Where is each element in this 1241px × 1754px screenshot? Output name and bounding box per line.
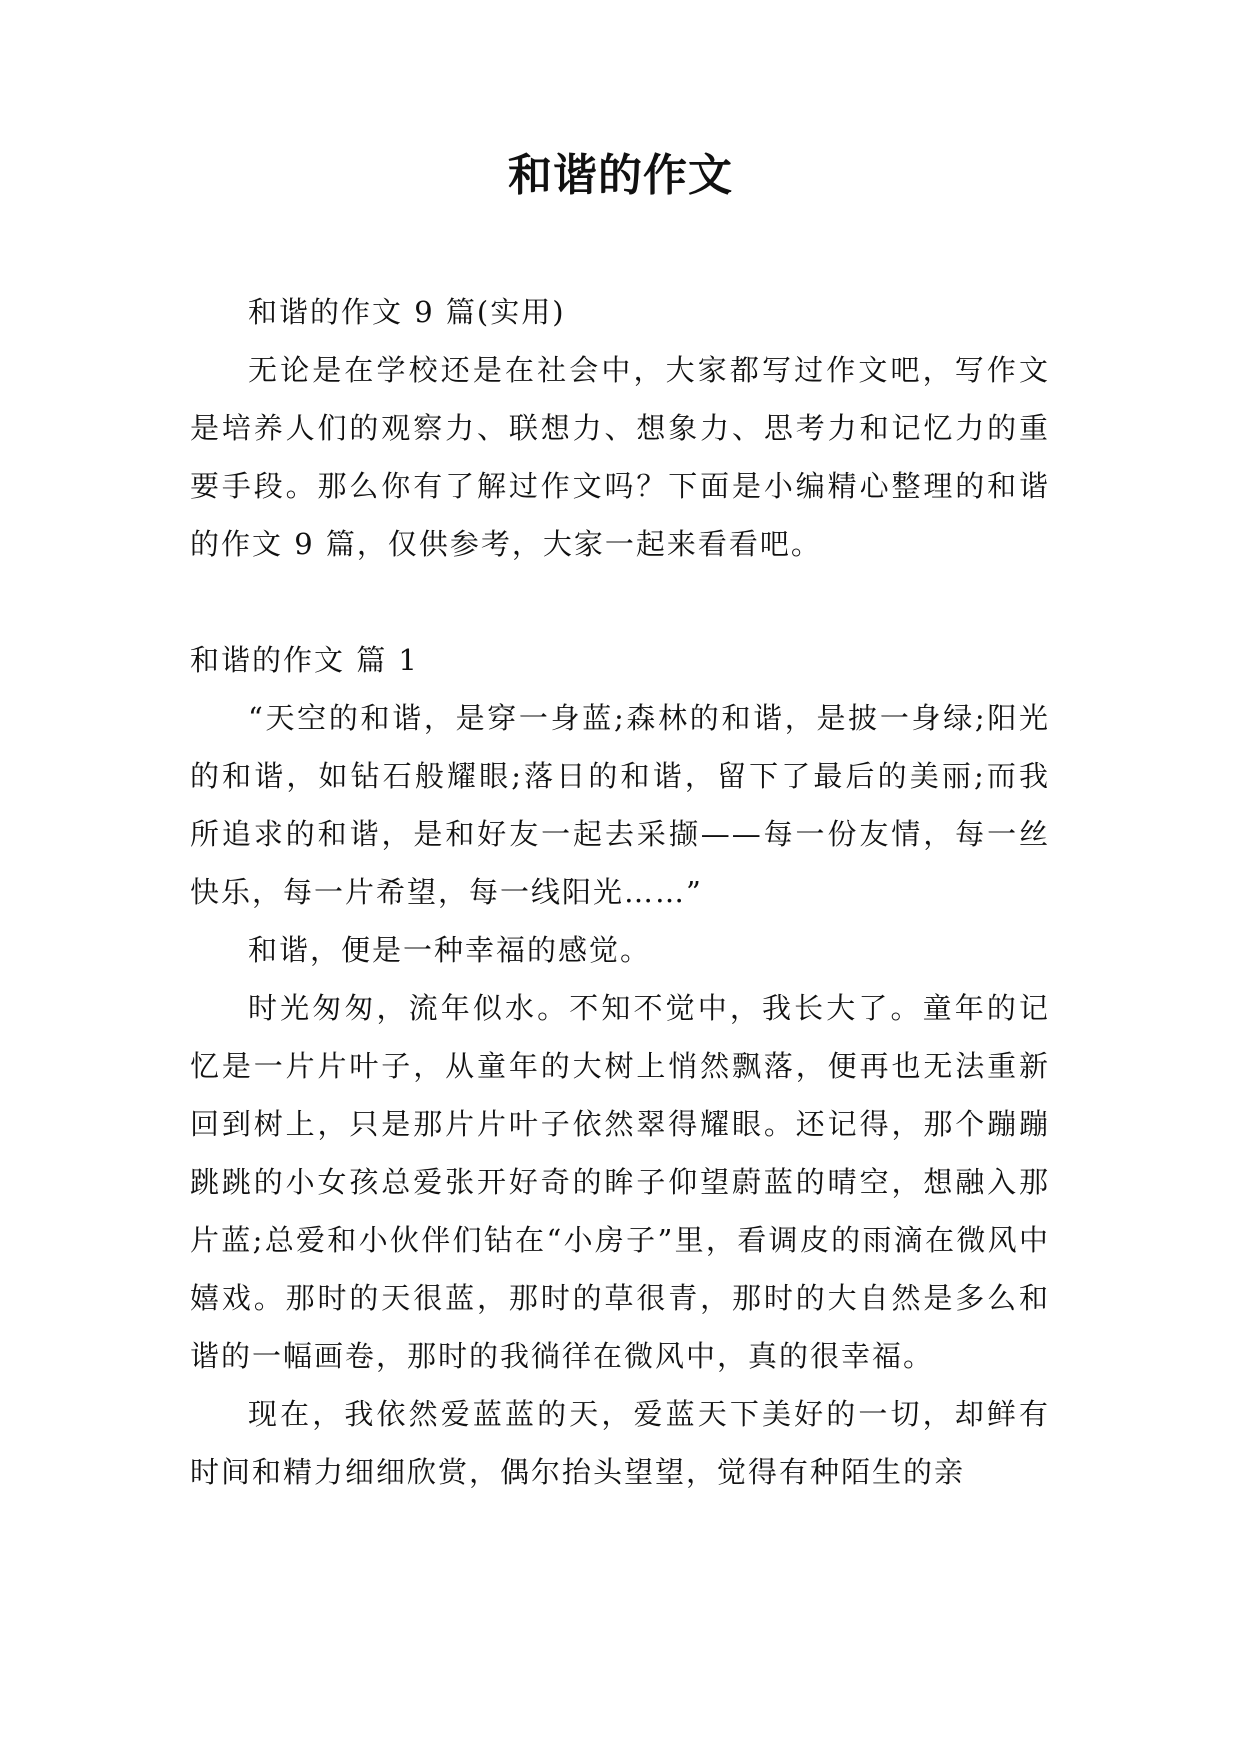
- document-title: 和谐的作文: [508, 150, 733, 201]
- body-paragraph: 时光匆匆，流年似水。不知不觉中，我长大了。童年的记忆是一片片叶子，从童年的大树上悄然飘落，便再也无法重新回到树上，只是那片片叶子依然翠得耀眼。还记得，那个蹦蹦跳跳的小女孩总爱张开好奇的眸子仰望蔚蓝的晴空，想融入那片蓝;总爱和小伙伴们钻在“小房子”里，看调皮的雨滴在微风中嬉戏。那时的天很蓝，那时的草很青，那时的大自然是多么和谐的一幅画卷，那时的我徜徉在微风中，真的很幸福。: [190, 991, 1050, 1373]
- document-subtitle: 和谐的作文 9 篇(实用): [248, 295, 566, 329]
- section-heading: 和谐的作文 篇 1: [190, 643, 419, 677]
- body-paragraph: 现在，我依然爱蓝蓝的天，爱蓝天下美好的一切，却鲜有时间和精力细细欣赏，偶尔抬头望望，觉得有种陌生的亲: [190, 1397, 1050, 1489]
- body-paragraph: “天空的和谐，是穿一身蓝;森林的和谐，是披一身绿;阳光的和谐，如钻石般耀眼;落日的和谐，留下了最后的美丽;而我所追求的和谐，是和好友一起去采撷——每一份友情，每一丝快乐，每一片希望，每一线阳光……”: [190, 701, 1050, 909]
- document-body: [190, 283, 1050, 1501]
- intro-paragraph: 无论是在学校还是在社会中，大家都写过作文吧，写作文是培养人们的观察力、联想力、想象力、思考力和记忆力的重要手段。那么你有了解过作文吗？下面是小编精心整理的和谐的作文 9 篇，仅供参考，大家一起来看看吧。: [190, 353, 1050, 561]
- body-paragraph: 和谐，便是一种幸福的感觉。: [248, 933, 652, 967]
